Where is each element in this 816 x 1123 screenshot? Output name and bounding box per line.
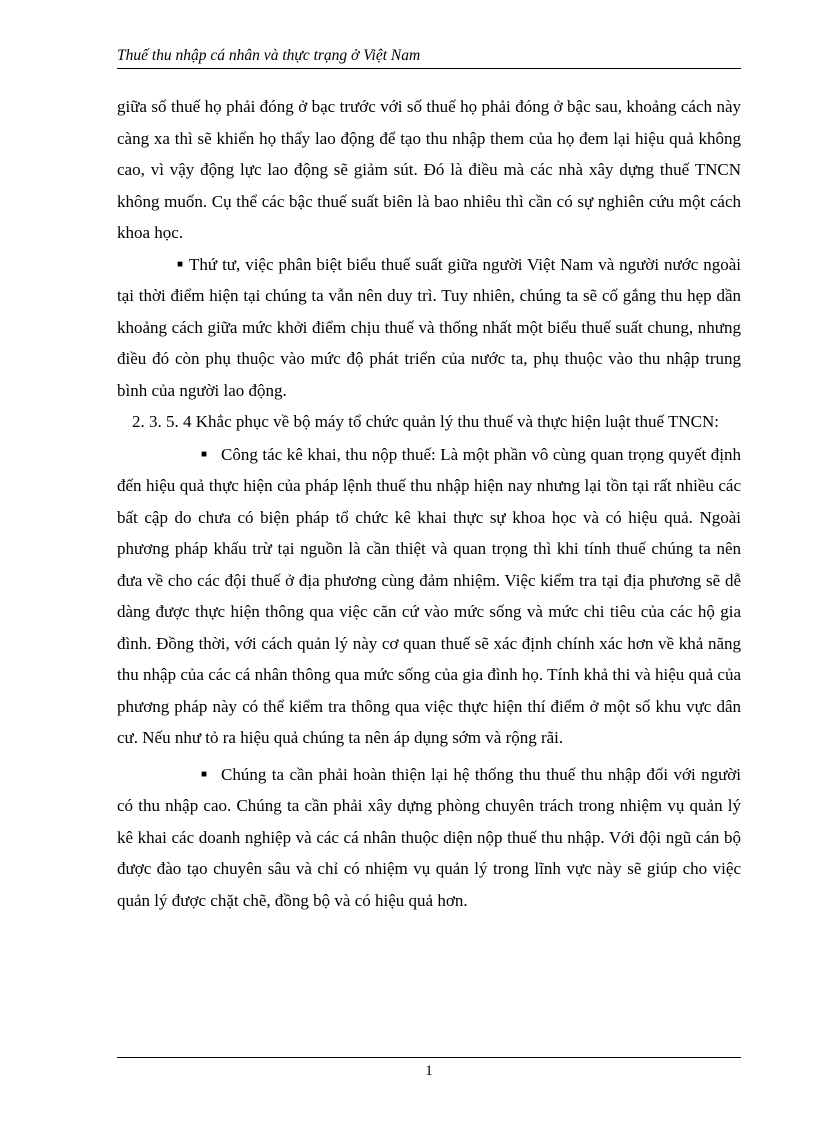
- bullet-paragraph-declaration: [117, 439, 741, 754]
- square-bullet-icon: ■: [201, 448, 208, 460]
- header-title: Thuế thu nhập cá nhân và thực trạng ở Việt Nam: [117, 47, 421, 64]
- square-bullet-icon: ■: [177, 258, 184, 270]
- paragraph-high-income-text: Chúng ta cần phải hoàn thiện lại hệ thống thu thuế thu nhập đối với người có thu nhập cao. Chúng ta cần phải xây dựng phòng chuyên trách trong nhiệm vụ quản lý kê khai các doanh nghiệp và các cá nhân thuộc diện nộp thuế thu nhập. Với đội ngũ cán bộ được đào tạo chuyên sâu và chỉ có nhiệm vụ quản lý trong lĩnh vực này sẽ giúp cho việc quản lý được chặt chẽ, đồng bộ và có hiệu quả hơn.: [117, 764, 741, 910]
- page-header: [117, 46, 741, 69]
- bullet-paragraph-high-income: [117, 759, 741, 917]
- square-bullet-icon: ■: [201, 768, 208, 780]
- paragraph-continuation: giữa số thuế họ phải đóng ở bạc trước với số thuế họ phải đóng ở bậc sau, khoảng cách này càng xa thì sẽ khiến họ thấy lao động để tạo thu nhập them của họ đem lại hiệu quả không cao, vì vậy động lực lao động sẽ giảm sút. Đó là điều mà các nhà xây dựng thuế TNCN không muốn. Cụ thể các bậc thuế suất biên là bao nhiêu thì cần có sự nghiên cứu một cách khoa học.: [117, 97, 741, 242]
- document-body: [117, 91, 741, 916]
- paragraph-declaration-text: Công tác kê khai, thu nộp thuế: Là một phần vô cùng quan trọng quyết định đến hiệu quả thực hiện của pháp lệnh thuế thu nhập hiện nay nhưng lại tồn tại rất nhiều các bất cập do chưa có biện pháp tổ chức kê khai thực sự khoa học và có hiệu quả. Ngoài phương pháp khấu trừ tại nguồn là cần thiệt và quan trọng thì khi tính thuế chúng ta nên đưa về cho các đội thuế ở địa phương cùng đảm nhiệm. Việc kiểm tra tại địa phương sẽ dễ dàng được thực hiện thông qua việc căn cứ vào mức sống và mức chi tiêu của các hộ gia đình. Đồng thời, với cách quản lý này cơ quan thuế sẽ xác định chính xác hơn về khả năng thu nhập của các cá nhân thông qua mức sống của gia đình họ. Tính khả thi và hiệu quả của phương pháp này có thể kiểm tra thông qua việc thực hiện thí điểm ở một số khu vực dân cư. Nếu như tỏ ra hiệu quả chúng ta nên áp dụng sớm và rộng rãi.: [117, 444, 741, 747]
- footer-divider: [117, 1057, 741, 1058]
- section-heading: 2. 3. 5. 4 Khắc phục về bộ máy tổ chức quản lý thu thuế và thực hiện luật thuế TNCN:: [132, 412, 720, 431]
- page-number: 1: [425, 1063, 433, 1079]
- paragraph-fourth-text: Thứ tư, việc phân biệt biểu thuế suất giữa người Việt Nam và người nước ngoài tại thời điểm hiện tại chúng ta vẫn nên duy trì. Tuy nhiên, chúng ta sẽ cố gắng thu hẹp dần khoảng cách giữa mức khởi điểm chịu thuế và thống nhất một biểu thuế suất chung, nhưng điều đó còn phụ thuộc vào mức độ phát triển của nước ta, phụ thuộc vào thu nhập trung bình của người lao động.: [117, 254, 741, 400]
- bullet-paragraph-fourth: [117, 249, 741, 407]
